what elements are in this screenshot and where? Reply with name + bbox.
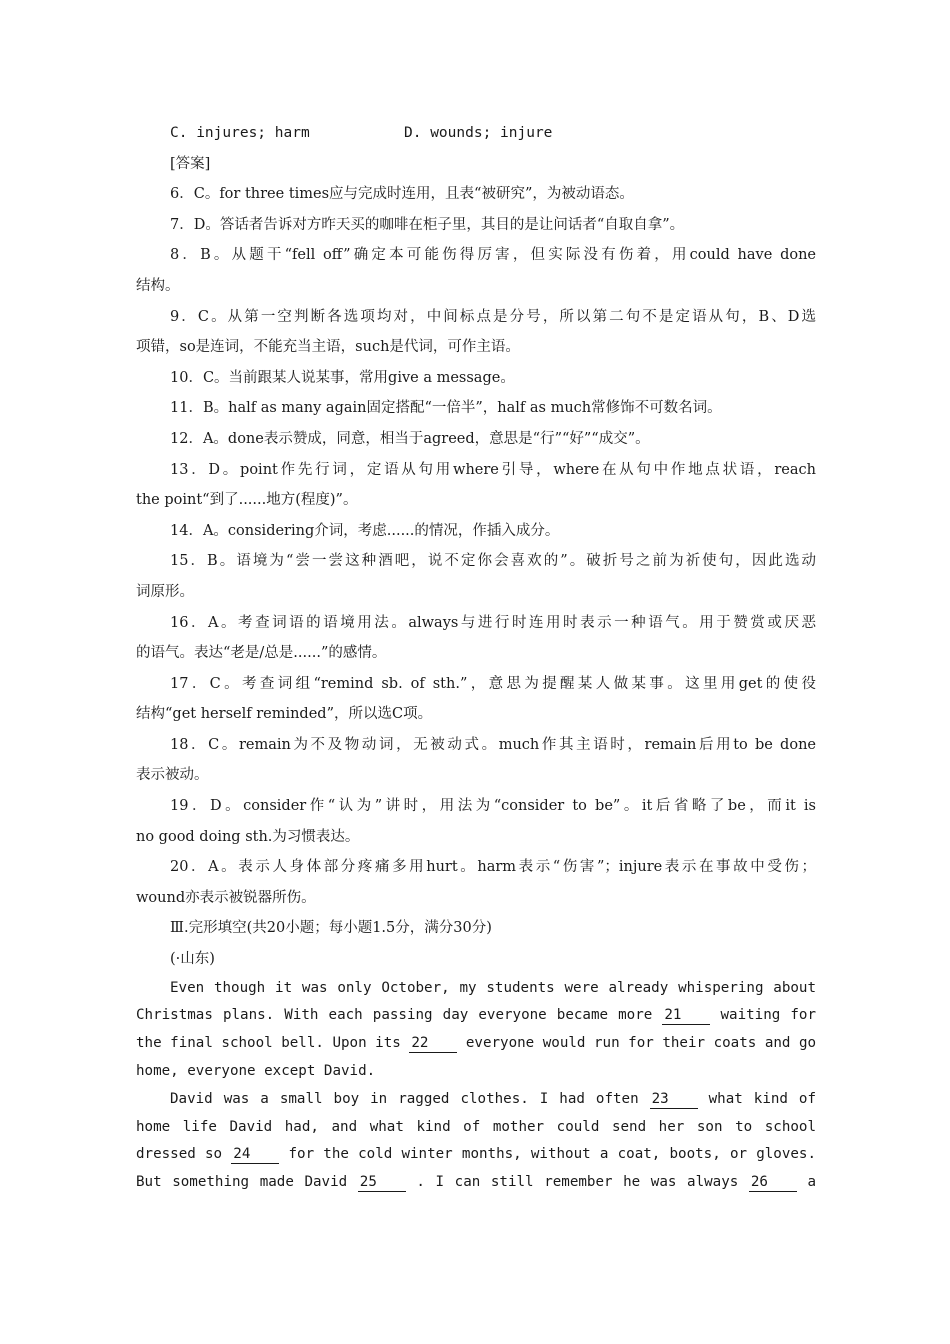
answer-line: 12．A。done表示赞成，同意，相当于agreed，意思是“行”“好”“成交”。	[170, 430, 650, 447]
answer-line: 6．C。for three times应与完成时连用，且表“被研究”，为被动语态。	[170, 186, 634, 203]
answer-line: 9．C。从第一空判断各选项均对，中间标点是分号，所以第二句不是定语从句，B、D选	[170, 308, 816, 325]
answer-line: 15．B。语境为“尝一尝这种酒吧，说不定你会喜欢的”。破折号之前为祈使句，因此选动	[170, 553, 816, 570]
answer-line: 19．D。consider作“认为”讲时，用法为“consider to be”。it后省略了be，而it is	[170, 798, 816, 815]
passage-line: David was a small boy in ragged clothes. I had often 23 what kind of	[170, 1090, 817, 1107]
option-c: C. injures; harm	[170, 125, 310, 141]
blank-25[interactable]: 25	[358, 1173, 406, 1192]
answer-line: 表示被动。	[136, 767, 209, 784]
options-row	[136, 118, 816, 149]
answer-list	[136, 179, 816, 913]
passage-line: But something made David 25 . I can still remember he was always 26 a	[136, 1174, 817, 1191]
cloze-passage	[136, 975, 816, 1197]
option-d: D. wounds; injure	[404, 125, 553, 141]
answer-line: 17．C。考查词组“remind sb. of sth.”，意思为提醒某人做某事。这里用get的使役	[170, 675, 816, 692]
answer-line: 10．C。当前跟某人说某事，常用give a message。	[170, 369, 515, 386]
answer-line: 11．B。half as many again固定搭配“一倍半”，half as much常修饰不可数名词。	[170, 400, 722, 417]
answer-line: 项错，so是连词，不能充当主语，such是代词，可作主语。	[136, 339, 520, 356]
answer-header: [答案]	[170, 155, 211, 172]
blank-24[interactable]: 24	[231, 1145, 279, 1164]
answer-line: 20．A。表示人身体部分疼痛多用hurt。harm表示“伤害”；injure表示在事故中受伤；	[170, 859, 816, 876]
answer-line: 的语气。表达“老是/总是......”的感情。	[136, 645, 387, 662]
answer-line: 8．B。从题干“fell off”确定本可能伤得厉害，但实际没有伤着，用could have done	[170, 247, 816, 264]
answer-line: 结构。	[136, 277, 180, 294]
passage-line: Even though it was only October, my students were already whispering about	[170, 979, 816, 996]
source-label: (·山东)	[170, 951, 215, 968]
passage-line: dressed so 24 for the cold winter months, without a coat, boots, or gloves.	[136, 1146, 817, 1163]
answer-line: 结构“get herself reminded”，所以选C项。	[136, 706, 433, 723]
passage-line: the final school bell. Upon its 22 everyone would run for their coats and go	[136, 1035, 817, 1052]
answer-line: 7．D。答话者告诉对方昨天买的咖啡在柜子里，其目的是让问话者“自取自拿”。	[170, 216, 685, 233]
blank-23[interactable]: 23	[650, 1090, 698, 1109]
document-page	[136, 118, 816, 1197]
answer-line: wound亦表示被锐器所伤。	[136, 889, 316, 906]
answer-line: 14．A。considering介词，考虑......的情况，作插入成分。	[170, 522, 560, 539]
passage-line: Christmas plans. With each passing day everyone became more 21 waiting for	[136, 1007, 816, 1024]
passage-line: home life David had, and what kind of mother could send her son to school	[136, 1118, 816, 1135]
answer-line: 词原形。	[136, 583, 194, 600]
blank-26[interactable]: 26	[749, 1173, 797, 1192]
blank-22[interactable]: 22	[409, 1034, 457, 1053]
section-title: Ⅲ.完形填空(共20小题；每小题1.5分，满分30分)	[170, 920, 492, 937]
passage-line: home, everyone except David.	[136, 1063, 376, 1080]
blank-21[interactable]: 21	[662, 1006, 710, 1025]
answer-line: 16．A。考查词语的语境用法。always与进行时连用时表示一种语气。用于赞赏或厌恶	[170, 614, 816, 631]
answer-line: 18．C。remain为不及物动词，无被动式。much作其主语时，remain后用to be done	[170, 736, 816, 753]
answer-line: no good doing sth.为习惯表达。	[136, 828, 360, 845]
answer-line: the point“到了......地方(程度)”。	[136, 492, 358, 509]
answer-line: 13．D。point作先行词，定语从句用where引导，where在从句中作地点状语，reach	[170, 461, 816, 478]
